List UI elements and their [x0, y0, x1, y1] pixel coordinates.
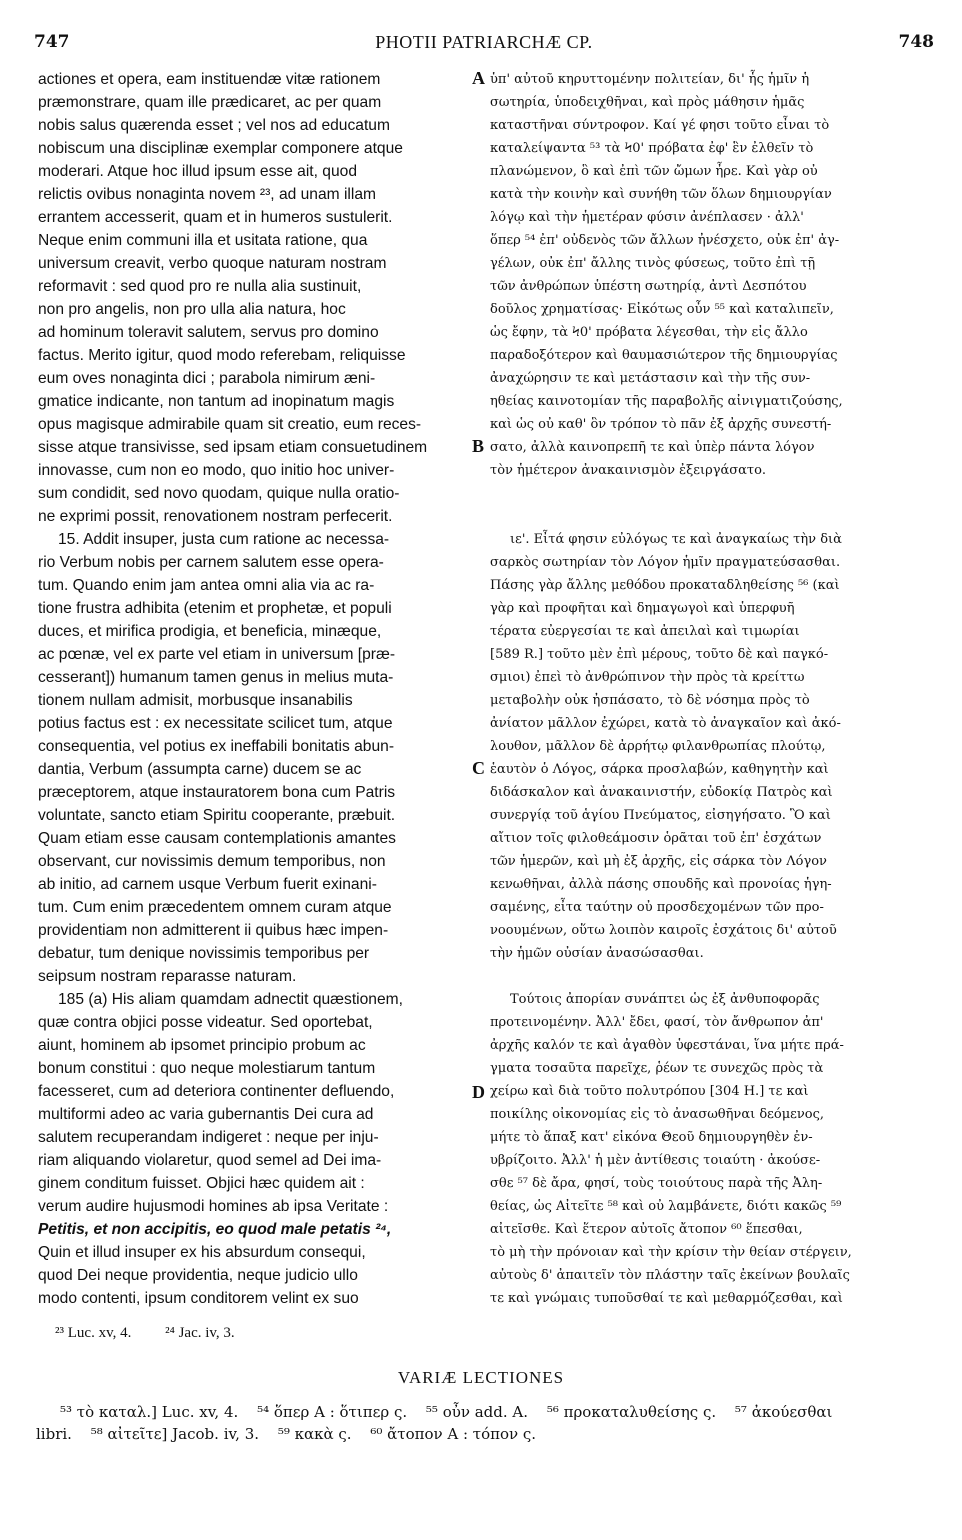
text-line: tum. Cum enim præcedentem omnem curam atque: [38, 899, 392, 916]
text-line: factus. Merito igitur, quod modo referebam, reliquisse: [38, 347, 406, 364]
text-line: multiformi adeo ac varia gubernantis Dei cura ad: [38, 1106, 374, 1123]
latin-column: [38, 68, 470, 1310]
text-line: [589 R.] τοῦτο μὲν ἐπὶ μέρους, τοῦτο δὲ καὶ παγκό-: [490, 647, 829, 662]
page-title: PHOTII PATRIARCHÆ CP.: [375, 32, 593, 52]
text-line: modo contenti, ipsum conditorem velint ex suo: [38, 1290, 359, 1307]
text-line: ἀρχῆς καλόν τε καὶ ἀγαθὸν ὑφεστάναι, ἵνα μήτε πρά-: [490, 1038, 844, 1053]
text-line: ἀνίατον μᾶλλον ἐχώρει, κατὰ τὸ ἀναγκαῖον καὶ ἀκό-: [490, 716, 841, 731]
margin-letter-c: C: [472, 758, 485, 778]
text-line: errantem accesserit, quam et in humeros sustulerit.: [38, 209, 393, 226]
text-line: Petitis, et non accipitis, eo quod male petatis ²⁴,: [38, 1221, 392, 1238]
text-line: σατο, ἀλλὰ καινοπρεπῆ τε καὶ ὑπὲρ πάντα λόγον: [490, 440, 815, 455]
text-line: relictis ovibus nonaginta novem ²³, ad unam illam: [38, 186, 377, 203]
page-number-left: 747: [34, 32, 70, 52]
variant-note: ⁵⁵ οὖν add. A.: [425, 1403, 529, 1421]
text-line: ne exprimi possit, renovationem nostram perfecerit.: [38, 508, 393, 525]
text-line: observant, cur novissimis demum temporibus, non: [38, 853, 386, 870]
text-line: αἰτεῖσθε. Καὶ ἕτερον αὐτοῖς ἄτοπον ⁶⁰ ἕπεσθαι,: [490, 1222, 803, 1237]
text-line: [490, 965, 928, 988]
text-line: universum creavit, verbo quoque naturam nostram: [38, 255, 387, 272]
text-line: sum condidit, sed novo quodam, quique nulla oratio-: [38, 485, 400, 502]
text-line: ac pœnæ, vel ex parte vel etiam in universum [præ-: [38, 646, 396, 663]
text-line: sisse atque transivisse, sed ipsam etiam consuetudinem: [38, 439, 428, 456]
text-line: opus magisque admirabile quam sit creatio, eum reces-: [38, 416, 422, 433]
text-line: ginem conditum fuisset. Objici hæc quidem ait :: [38, 1175, 365, 1192]
text-line: υβρίζοιτο. Ἀλλ' ἡ μὲν ἀντίθεσις τοιαύτη · ἀκούσε-: [490, 1153, 821, 1168]
margin-letter-a: A: [472, 68, 485, 88]
text-line: moderari. Atque hoc illud ipsum esse ait, quod: [38, 163, 357, 180]
variant-note: ⁵⁴ ὅπερ A : ὅτιπερ ς.: [257, 1403, 408, 1421]
text-line: ἑαυτὸν ὁ Λόγος, σάρκα προσλαβών, καθηγητὴν καὶ: [490, 762, 829, 777]
text-line: nobiscum una disciplinæ exemplar componere atque: [38, 140, 403, 157]
text-line: 185 (a) His aliam quamdam adnectit quæstionem,: [58, 991, 403, 1008]
text-line: Quam etiam esse causam contemplationis amantes: [38, 830, 396, 847]
footnotes: [55, 1325, 265, 1342]
variant-note: ⁵⁷ ἀκούεσθαι: [734, 1403, 833, 1421]
text-line: voluntate, sancto etiam Spiritu cooperante, præbuit.: [38, 807, 396, 824]
text-line: μεταβολὴν οὐκ ἠσπάσατο, τὸ δὲ νόσημα πρὸς τὸ: [490, 693, 810, 708]
text-line: λόγῳ καὶ τὴν ἡμετέραν φύσιν ἀνέπλασεν · ἀλλ': [490, 210, 804, 225]
text-line: διδάσκαλον καὶ ἀνακαινιστήν, εὐδοκίᾳ Πατρὸς καὶ: [490, 785, 833, 800]
text-line: verum audire hujusmodi homines ab ipsa Veritate :: [38, 1198, 389, 1215]
text-line: καταστῆναι σύντροφον. Καί γέ φησι τοῦτο εἶναι τὸ: [490, 118, 830, 133]
text-line: Πάσης γὰρ ἄλλης μεθόδου προκαταδληθείσης ⁵⁶ (καὶ: [490, 578, 840, 593]
text-line: τὸν ἡμέτερον ἀνακαινισμὸν ἐξειργάσατο.: [490, 463, 767, 478]
text-line: facesseret, cum ad deteriora continenter defluendo,: [38, 1083, 395, 1100]
text-line: σαμένης, εἶτα ταύτην οὐ προσδεχομένων τῶν προ-: [490, 900, 824, 915]
text-line: μήτε τὸ ἅπαξ κατ' εἰκόνα Θεοῦ δημιουργηθὲν ἐν-: [490, 1130, 813, 1145]
variae-line: [36, 1425, 550, 1443]
text-line: salutem recuperandam indigeret : neque per inju-: [38, 1129, 379, 1146]
variant-note: ⁵⁶ προκαταλυθείσης ς.: [546, 1403, 717, 1421]
text-line: ἀναχώρησιν τε καὶ μετάστασιν καὶ τὴν τῆς συν-: [490, 371, 811, 386]
text-line: 15. Addit insuper, justa cum ratione ac necessa-: [58, 531, 390, 548]
variant-note: ⁵⁸ αἰτεῖτε] Jacob. iv, 3.: [90, 1425, 260, 1443]
running-header: [34, 32, 934, 56]
text-line: Quin et illud insuper ex his absurdum consequi,: [38, 1244, 366, 1261]
footnote: ²³ Luc. xv, 4.: [55, 1325, 132, 1341]
text-line: αὐτοὺς δ' ἀπαιτεῖν τὸν πλάστην ταῖς ἐκείνων βουλαῖς: [490, 1268, 850, 1283]
margin-letter-d: D: [472, 1082, 485, 1102]
text-line: χείρω καὶ διὰ τοῦτο πολυτρόπου [304 H.] τε καὶ: [490, 1084, 809, 1099]
text-line: [490, 482, 928, 505]
text-line: σμιοι) ἐπεὶ τὸ ἀνθρώπινον τὴν πρὸς τὰ κρείττω: [490, 670, 805, 685]
variant-note: ⁵³ τὸ καταλ.] Luc. xv, 4.: [60, 1403, 239, 1421]
text-line: [490, 505, 928, 528]
greek-column: [490, 68, 928, 1310]
text-line: συνεργίᾳ τοῦ ἁγίου Πνεύματος, εἰσηγήσατο. Ὃ καὶ: [490, 808, 831, 823]
text-line: προτεινομένην. Ἀλλ' ἔδει, φασί, τὸν ἄνθρωπον ἀπ': [490, 1015, 824, 1030]
text-line: Neque enim communi illa et usitata ratione, qua: [38, 232, 368, 249]
text-line: τέρατα εὐεργεσίαι τε καὶ ἀπειλαὶ καὶ τιμωρίαι: [490, 624, 800, 639]
variant-note: libri.: [36, 1425, 72, 1443]
text-line: τὴν ἡμῶν οὐσίαν ἀνασώσασθαι.: [490, 946, 704, 961]
text-line: ad hominum toleravit salutem, servus pro domino: [38, 324, 379, 341]
text-line: nobis salus quærenda esset ; vel nos ad educatum: [38, 117, 390, 134]
text-line: tum. Quando enim jam antea omni alia via ac ra-: [38, 577, 375, 594]
text-line: κατὰ τὴν κοινὴν καὶ συνήθη τῶν ὅλων δημιουργίαν: [490, 187, 832, 202]
text-line: non pro angelis, non pro ulla alia natura, hoc: [38, 301, 346, 318]
text-line: παραδοξότερον καὶ θαυμασιώτερον τῆς δημιουργίας: [490, 348, 838, 363]
footnote: ²⁴ Jac. iv, 3.: [165, 1325, 235, 1341]
text-line: duces, et mirifica prodigia, et beneficia, minæque,: [38, 623, 382, 640]
text-line: tionem nullam admisit, morbusque insanabilis: [38, 692, 353, 709]
text-line: τὸ μὴ τὴν πρόνοιαν καὶ τὴν κρίσιν τὴν θείαν στέργειν,: [490, 1245, 852, 1260]
text-line: τε καὶ γνώμαις τυποῦσθαί τε καὶ μεθαρμόζεσθαι, καὶ: [490, 1291, 843, 1306]
text-line: quæ contra objici posse videatur. Sed oportebat,: [38, 1014, 373, 1031]
text-line: providentiam non admitterent ii quibus hæc impen-: [38, 922, 389, 939]
text-line: Τούτοις ἀπορίαν συνάπτει ὡς ἐξ ἀνθυποφορᾶς: [510, 992, 820, 1007]
text-line: seipsum nostram reparasse naturam.: [38, 968, 297, 985]
variant-note: ⁶⁰ ἄτοπον A : τόπον ς.: [370, 1425, 537, 1443]
text-line: rio Verbum nobis per carnem salutem esse opera-: [38, 554, 384, 571]
variant-note: ⁵⁹ κακὰ ς.: [277, 1425, 352, 1443]
text-line: ηθείας καινοτομίαν τῆς παραβολῆς αἰνιγματιζούσης,: [490, 394, 843, 409]
text-line: dantia, Verbum (assumpta carne) ducem se ac: [38, 761, 362, 778]
text-line: καταλείψαντα ⁵³ τὰ Ϟ0' πρόβατα ἐφ' ἓν ἐλθεῖν τὸ: [490, 141, 814, 156]
margin-letter-b: B: [472, 436, 485, 456]
text-line: ποικίλης οἰκονομίας εἰς τὸ ἀνασωθῆναι δεόμενος,: [490, 1107, 825, 1122]
text-line: σωτηρία, ὑποδειχθῆναι, καὶ πρὸς μάθησιν ἡμᾶς: [490, 95, 805, 110]
text-line: θείας, ὡς Αἰτεῖτε ⁵⁸ καὶ οὐ λαμβάνετε, διότι κακῶς ⁵⁹: [490, 1199, 842, 1214]
text-line: κενωθῆναι, ἀλλὰ πάσης σπουδῆς καὶ προνοίας ἡγη-: [490, 877, 832, 892]
text-line: λουθον, μᾶλλον δὲ ἀρρήτῳ φιλανθρωπίας πλούτῳ,: [490, 739, 826, 754]
text-line: innovasse, cum non eo modo, quo initio hoc univer-: [38, 462, 395, 479]
text-line: ab initio, ad carnem usque Verbum fuerit exinani-: [38, 876, 377, 893]
text-line: πλανώμενον, ὃ καὶ ἐπὶ τῶν ὤμων ἦρε. Καὶ γὰρ οὐ: [490, 164, 818, 179]
text-line: ὅπερ ⁵⁴ ἐπ' οὐδενὸς τῶν ἄλλων ἠνέσχετο, οὐκ ἐπ' ἀγ-: [490, 233, 840, 248]
text-line: νοουμένων, οὕτω λοιπὸν καιροῖς ἐσχάτοις δι' αὐτοῦ: [490, 923, 837, 938]
text-line: aiunt, hominem ab ipsomet principio probum ac: [38, 1037, 366, 1054]
text-line: quod Dei neque providentia, neque judicio ullo: [38, 1267, 358, 1284]
text-line: σθε ⁵⁷ δὲ ἄρα, φησί, τοὺς τοιούτους παρὰ τῆς Ἀλη-: [490, 1176, 823, 1191]
text-line: ὑπ' αὐτοῦ κηρυττομένην πολιτείαν, δι' ἧς ἡμῖν ἡ: [490, 72, 810, 87]
text-line: bonum constitui : quo neque molestiarum tantum: [38, 1060, 376, 1077]
text-line: σαρκὸς σωτηρίαν τὸν Λόγον ἡμῖν πραγματεύσασθαι.: [490, 555, 841, 570]
text-line: γὰρ καὶ προφῆται καὶ δημαγωγοὶ καὶ ὑπερφυῆ: [490, 601, 795, 616]
text-line: ιε'. Εἶτά φησιν εὐλόγως τε καὶ ἀναγκαίως τὴν διὰ: [510, 532, 842, 547]
text-line: consequentia, vel potius ex ineffabili bonitatis abun-: [38, 738, 395, 755]
text-line: δοῦλος χρηματίσας· Εἰκότως οὖν ⁵⁵ καὶ καταλιπεῖν,: [490, 302, 834, 317]
text-line: γματα τοσαῦτα παρεῖχε, ῥέων τε συνεχῶς πρὸς τὰ: [490, 1061, 824, 1076]
page-number-right: 748: [898, 32, 934, 52]
text-line: præmonstrare, quam ille prædicaret, ac per quam: [38, 94, 382, 111]
text-line: καὶ ὡς οὐ καθ' ὃν τρόπον τὸ πᾶν ἐξ ἀρχῆς συνεστή-: [490, 417, 832, 432]
text-line: cesserant]) humanum tamen genus in melius muta-: [38, 669, 394, 686]
variae-line: [60, 1403, 846, 1421]
text-line: actiones et opera, eam instituendæ vitæ rationem: [38, 71, 381, 88]
text-line: αἴτιον τοῖς φιλοθεάμοσιν ὁρᾶται τοῦ ἐπ' ἐσχάτων: [490, 831, 822, 846]
text-line: ὡς ἔφην, τὰ Ϟ0' πρόβατα λέγεσθαι, τὴν εἰς ἄλλο: [490, 325, 808, 340]
text-line: debatur, tum denique novissimis temporibus per: [38, 945, 370, 962]
text-line: reformavit : sed quod pro re nulla alia sustinuit,: [38, 278, 362, 295]
variae-lectiones-title: VARIÆ LECTIONES: [397, 1368, 565, 1387]
text-line: eum oves nonaginta dici ; parabola nimirum æni-: [38, 370, 376, 387]
text-line: γέλων, οὐκ ἐπ' ἄλλης τινὸς φύσεως, τοῦτο ἐπὶ τῇ: [490, 256, 816, 271]
text-line: riam aliquando violaretur, quod semel ad Dei ima-: [38, 1152, 382, 1169]
text-line: τῶν ἀνθρώπων ὑπέστη σωτηρίᾳ, ἀντὶ Δεσπότου: [490, 279, 807, 294]
text-line: tione frustra adhibita (etenim et prophetæ, et populi: [38, 600, 392, 617]
text-line: præceptorem, atque instauratorem bona cum Patris: [38, 784, 396, 801]
text-line: τῶν ἡμερῶν, καὶ μὴ ἐξ ἀρχῆς, εἰς σάρκα τὸν Λόγον: [490, 854, 827, 869]
text-line: gmatice indicante, non tantum ad inopinatum magis: [38, 393, 395, 410]
text-line: potius factus est : ex necessitate scilicet tum, atque: [38, 715, 393, 732]
